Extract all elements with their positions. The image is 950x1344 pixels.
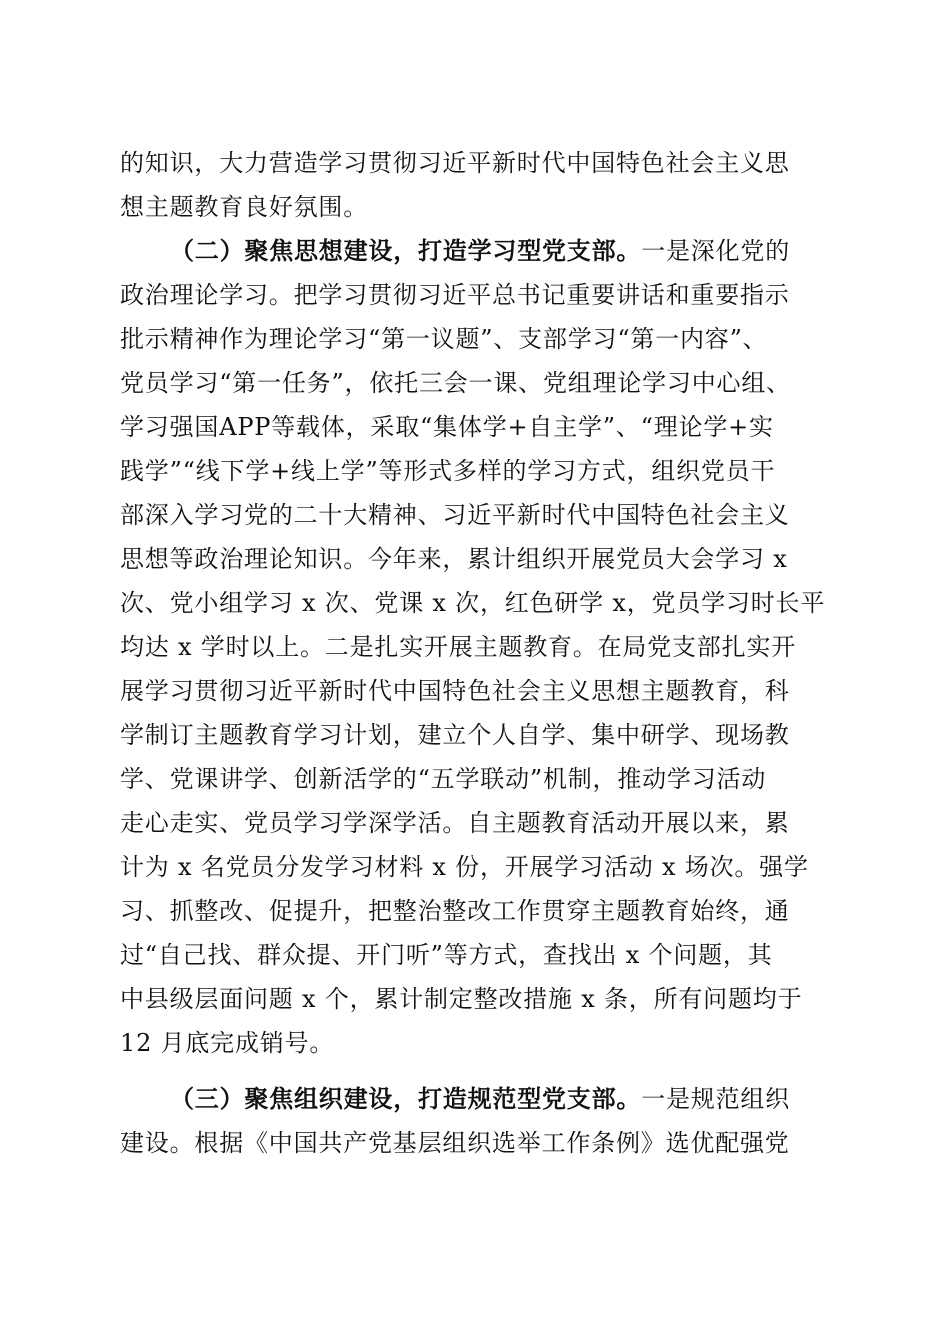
para2-first-line-rest: 一是深化党的: [641, 237, 791, 265]
para1-line-2: 想主题教育良好氛围。: [120, 193, 368, 221]
para3-heading: （三）聚焦组织建设，打造规范型党支部。: [170, 1084, 642, 1113]
para2-line-7: 思想等政治理论知识。今年来，累计组织开展党员大会学习 x: [120, 545, 788, 573]
para2-line-18: 12 月底完成销号。: [120, 1029, 335, 1057]
para3-first-line-rest: 一是规范组织: [641, 1085, 791, 1113]
para2-line-11: 学制订主题教育学习计划，建立个人自学、集中研学、现场教: [120, 721, 790, 749]
para2-line-16: 过“自己找、群众提、开门听”等方式，查找出 x 个问题，其: [120, 941, 773, 969]
para2-line-13: 走心走实、党员学习学深学活。自主题教育活动开展以来，累: [120, 809, 790, 837]
para2-line-14: 计为 x 名党员分发学习材料 x 份，开展学习活动 x 场次。强学: [120, 853, 809, 881]
para2-first-line: [170, 233, 790, 269]
para2-line-3: 党员学习“第一任务”，依托三会一课、党组理论学习中心组、: [120, 369, 791, 397]
para2-line-5: 践学”“线下学+线上学”等形式多样的学习方式，组织党员干: [120, 457, 776, 485]
para2-line-15: 习、抓整改、促提升，把整治整改工作贯穿主题教育始终，通: [120, 897, 790, 925]
para2-line-9: 均达 x 学时以上。二是扎实开展主题教育。在局党支部扎实开: [120, 633, 796, 661]
para2-line-12: 学、党课讲学、创新活学的“五学联动”机制，推动学习活动: [120, 765, 767, 793]
para2-line-6: 部深入学习党的二十大精神、习近平新时代中国特色社会主义: [120, 501, 790, 529]
para2-line-4: 学习强国APP等载体，采取“集体学+自主学”、“理论学+实: [120, 413, 774, 441]
para2-line-1: 政治理论学习。把学习贯彻习近平总书记重要讲话和重要指示: [120, 281, 790, 309]
para2-line-2: 批示精神作为理论学习“第一议题”、支部学习“第一内容”、: [120, 325, 768, 353]
para1-line-1: 的知识，大力营造学习贯彻习近平新时代中国特色社会主义思: [120, 149, 790, 177]
para2-heading: （二）聚焦思想建设，打造学习型党支部。: [170, 236, 642, 265]
para3-line-1: 建设。根据《中国共产党基层组织选举工作条例》选优配强党: [120, 1129, 790, 1157]
para2-line-8: 次、党小组学习 x 次、党课 x 次，红色研学 x，党员学习时长平: [120, 589, 826, 617]
para2-line-17: 中县级层面问题 x 个，累计制定整改措施 x 条，所有问题均于: [120, 985, 803, 1013]
para2-line-10: 展学习贯彻习近平新时代中国特色社会主义思想主题教育，科: [120, 677, 790, 705]
para3-first-line: [170, 1081, 790, 1117]
